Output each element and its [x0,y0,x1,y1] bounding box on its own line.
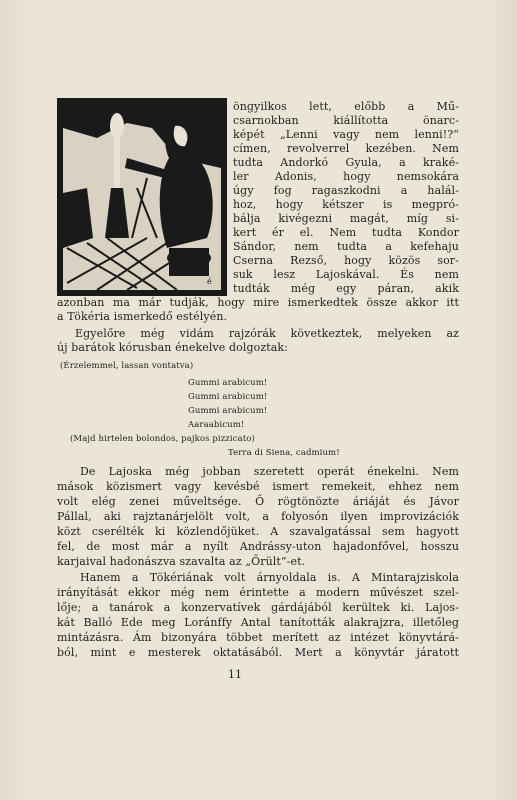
text-line: hoz, hogy kétszer is megpró- [233,198,459,211]
text-line: volt elég zenei műveltsége. Ő rögtönözte áriáját és Jávor [57,495,459,508]
text-line: fel, de most már a nyílt Andrássy-uton hajadonfővel, hosszu [57,540,459,553]
text-line: Hanem a Tökériának volt árnyoldala is. A Mintarajziskola [80,571,459,584]
text-line: címen, revolverrel kezében. Nem [233,142,459,155]
text-line: De Lajoska még jobban szeretett operát énekelni. Nem [80,465,459,478]
text-line: lője; a tanárok a konzervatívek gárdájából kerültek ki. Lajos- [57,601,459,614]
text-line: ler Adonis, hogy nemsokára [233,170,459,183]
text-line: a Tökéria ismerkedő estélyén. [57,310,228,323]
text-line: Pállal, aki rajztanárjelölt volt, a folyosón ilyen improvizációk [57,510,459,523]
text-line: suk lesz Lajoskával. És nem [233,268,459,281]
song-line: Terra di Siena, cadmium! [228,448,340,458]
text-line: irányítását ekkor még nem érintette a modern művészet szel- [57,586,459,599]
song-line: Gummi arabicum! [188,406,268,416]
song-direction: (Érzelemmel, lassan vontatva) [60,361,194,371]
text-line: közt cserélték ki közlendőjüket. A szavalgatással sem hagyott [57,525,459,538]
song-line: Aaraabicum! [188,420,245,430]
text-line: csarnokban kiállította önarc- [233,114,459,127]
text-line: kert ér el. Nem tudta Kondor [233,226,459,239]
text-line: tudta Andorkó Gyula, a kraké- [233,156,459,169]
text-line: Cserna Rezső, hogy közös sor- [233,254,459,267]
text-line: mások közismert vagy kevésbé ismert remekeit, ehhez nem [57,480,459,493]
woodcut-illustration-icon [57,98,227,296]
text-line: ból, mint e mesterek oktatásából. Mert a könyvtár járatott [57,646,459,659]
song-direction: (Majd hirtelen bolondos, pajkos pizzicato) [70,434,255,444]
text-line: tudták még egy páran, akik [233,282,459,295]
text-line: Sándor, nem tudta a kefehaju [233,240,459,253]
text-line: kát Balló Ede meg Loránffy Antal tanították alakrajzra, illetőleg [57,616,459,629]
text-line: azonban ma már tudják, hogy mire ismerkedtek össze akkor itt [57,296,459,309]
text-line: bálja kivégezni magát, míg si- [233,212,459,225]
text-line: mintázásra. Ám bizonyára többet merített az intézet könyvtárá- [57,631,459,644]
text-line: öngyilkos lett, előbb a Mű- [233,100,459,113]
text-line: karjaival hadonászva szavalta az „Őrült“-et. [57,555,306,568]
text-line: képét „Lenni vagy nem lenni!?“ [233,128,459,141]
page-number: 11 [228,668,242,681]
song-line: Gummi arabicum! [188,392,268,402]
text-line: úgy fog ragaszkodni a halál- [233,184,459,197]
song-line: Gummi arabicum! [188,378,268,388]
text-line: Egyelőre még vidám rajzórák következtek, melyeken az [75,327,459,340]
text-line: új barátok kórusban énekelve dolgoztak: [57,341,288,354]
svg-text:é: é [207,277,212,286]
